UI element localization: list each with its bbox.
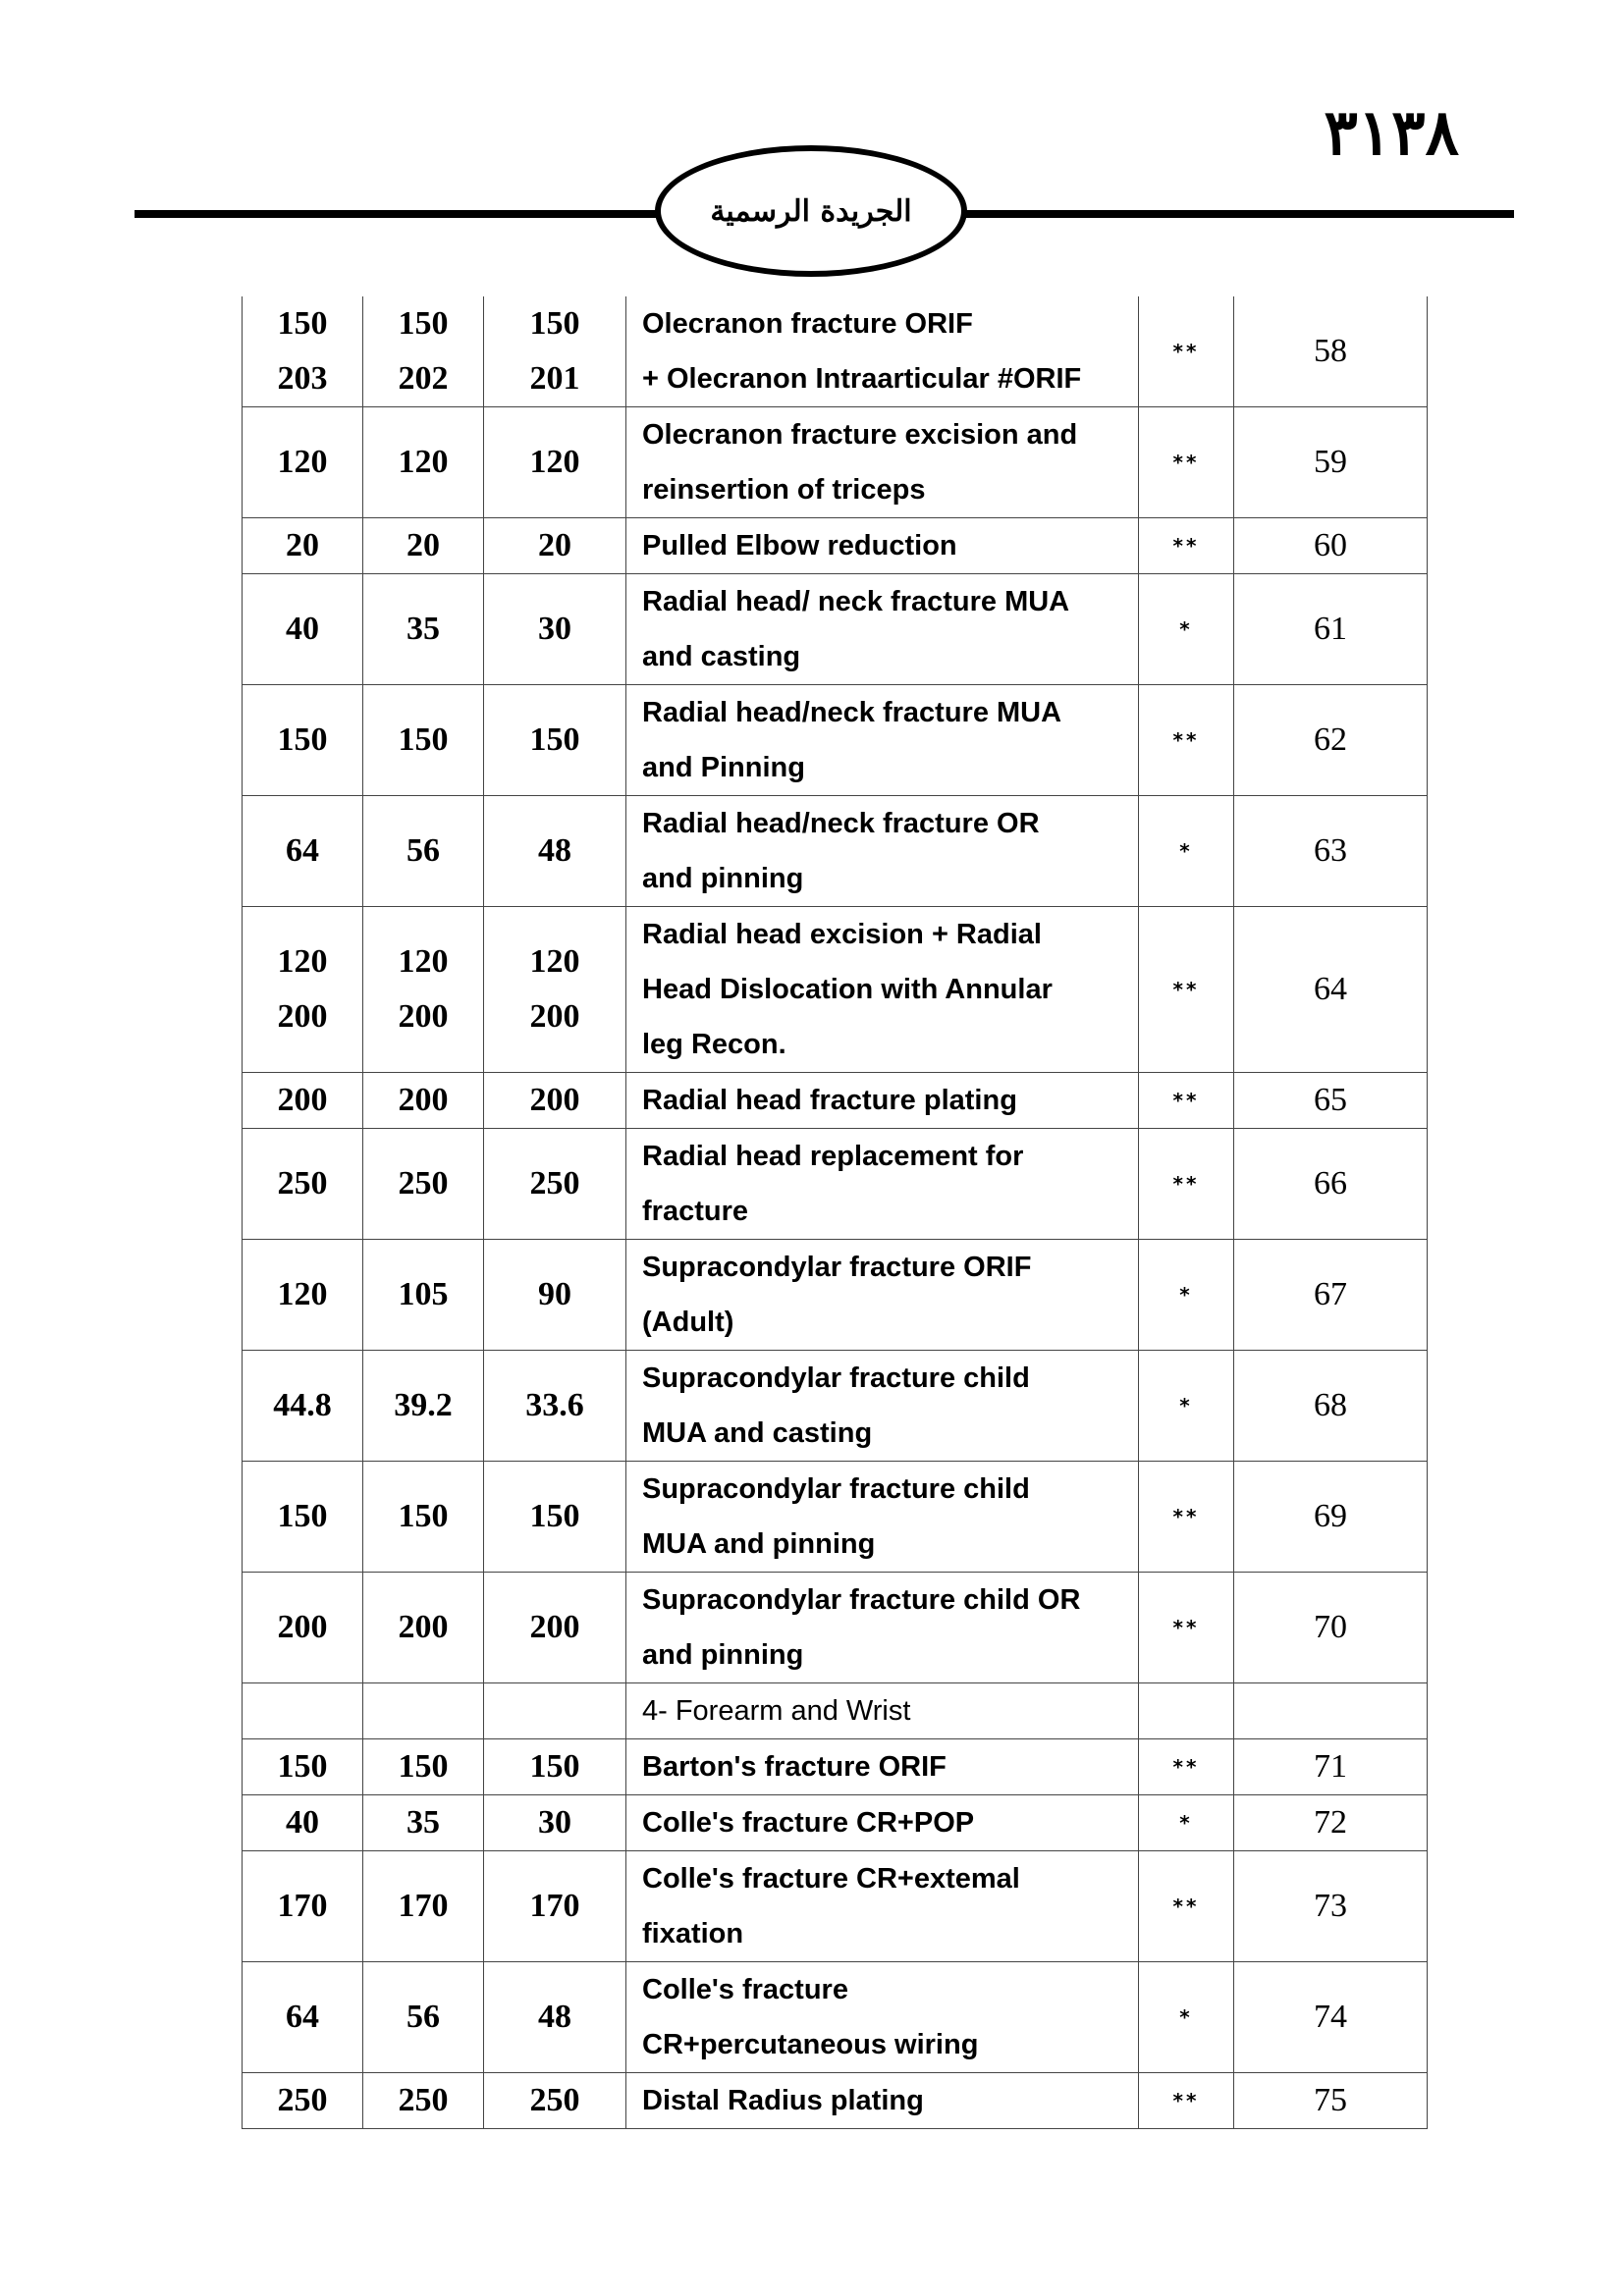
table-row: [243, 574, 1428, 685]
page-number: ٣١٣٨: [1324, 96, 1459, 170]
category-marker: [1139, 1683, 1234, 1739]
fee-col-2: [363, 1073, 484, 1129]
fee-col-3-text: 150: [529, 305, 580, 342]
item-number: [1234, 2073, 1428, 2129]
fee-col-2: [363, 574, 484, 685]
category-marker: [1139, 1240, 1234, 1351]
fee-col-1: [243, 685, 363, 796]
procedure-description: [626, 1573, 1139, 1683]
fee-col-1: [243, 1683, 363, 1739]
table-row: [243, 796, 1428, 907]
item-number-text: 66: [1314, 1165, 1347, 1201]
fee-col-3-text: 200: [529, 1082, 580, 1118]
procedure-description-text: Supracondylar fracture ORIF: [642, 1252, 1032, 1283]
fee-col-3: [484, 2073, 626, 2129]
fee-col-3-text: 150: [529, 1498, 580, 1534]
fee-col-3-text: 120: [529, 943, 580, 980]
gazette-title: الجريدة الرسمية: [710, 193, 912, 229]
item-number-text: 70: [1314, 1609, 1347, 1645]
item-number: [1234, 796, 1428, 907]
table-row: [243, 1240, 1428, 1351]
fee-col-2: [363, 1851, 484, 1962]
fee-col-3: [484, 1683, 626, 1739]
procedure-description-text: Olecranon fracture ORIF: [642, 308, 973, 340]
fee-col-2-text: 170: [398, 1888, 449, 1924]
fee-col-3-text: 30: [538, 611, 571, 647]
category-marker-text: *: [1179, 839, 1193, 863]
item-number-text: 60: [1314, 527, 1347, 563]
procedure-description-text: Pulled Elbow reduction: [642, 530, 957, 561]
procedure-description-text: and casting: [642, 641, 801, 672]
category-marker: [1139, 1851, 1234, 1962]
procedure-description-text: MUA and casting: [642, 1417, 873, 1449]
category-marker: [1139, 2073, 1234, 2129]
fee-col-1-text: 200: [277, 1082, 328, 1118]
procedure-description-text: Colle's fracture CR+extemal: [642, 1863, 1020, 1895]
item-number: [1234, 1683, 1428, 1739]
item-number: [1234, 296, 1428, 407]
category-marker-text: *: [1179, 1394, 1193, 1417]
fee-col-2-text: 250: [398, 1165, 449, 1201]
fee-col-2-text: 35: [406, 1804, 440, 1841]
category-marker: [1139, 1462, 1234, 1573]
fee-col-2: [363, 685, 484, 796]
category-marker: [1139, 1962, 1234, 2073]
procedure-description: [626, 796, 1139, 907]
fee-col-1: [243, 518, 363, 574]
fee-col-3: [484, 1073, 626, 1129]
category-marker-text: **: [1172, 1172, 1200, 1196]
item-number: [1234, 1962, 1428, 2073]
fee-col-2: [363, 518, 484, 574]
item-number-text: 63: [1314, 832, 1347, 869]
category-marker: [1139, 1073, 1234, 1129]
item-number: [1234, 1573, 1428, 1683]
item-number-text: 74: [1314, 1999, 1347, 2035]
fee-col-3: [484, 1351, 626, 1462]
fee-col-3: [484, 407, 626, 518]
item-number-text: 65: [1314, 1082, 1347, 1118]
fee-col-1-text: 250: [277, 1165, 328, 1201]
fee-col-1-text: 150: [277, 1748, 328, 1785]
procedure-description-text: (Adult): [642, 1307, 734, 1338]
fee-col-1: [243, 907, 363, 1073]
fee-col-2: [363, 1240, 484, 1351]
fee-col-1: [243, 1351, 363, 1462]
item-number: [1234, 407, 1428, 518]
fee-col-2-text: 200: [398, 998, 449, 1035]
procedure-description-text: Distal Radius plating: [642, 2085, 924, 2116]
fee-col-2: [363, 907, 484, 1073]
fee-col-3: [484, 685, 626, 796]
fee-col-1: [243, 407, 363, 518]
category-marker: [1139, 1129, 1234, 1240]
fee-col-3: [484, 796, 626, 907]
procedure-description: [626, 1073, 1139, 1129]
procedure-description-text: Olecranon fracture excision and: [642, 419, 1078, 451]
fee-col-2-text: 39.2: [394, 1387, 453, 1423]
procedure-description: [626, 1683, 1139, 1739]
procedure-description-text: leg Recon.: [642, 1029, 786, 1060]
fee-col-2-text: 150: [398, 721, 449, 758]
procedure-description-text: Supracondylar fracture child: [642, 1362, 1030, 1394]
procedure-description-text: Head Dislocation with Annular: [642, 974, 1053, 1005]
table-row: [243, 1573, 1428, 1683]
fee-col-2: [363, 1129, 484, 1240]
fee-col-2: [363, 1962, 484, 2073]
table-row: [243, 296, 1428, 407]
fee-col-1-text: 250: [277, 2082, 328, 2118]
procedure-description-text: Radial head/ neck fracture MUA: [642, 586, 1070, 617]
item-number-text: 73: [1314, 1888, 1347, 1924]
gazette-title-badge: [655, 145, 967, 277]
fee-col-1-text: 120: [277, 943, 328, 980]
category-marker-text: **: [1172, 340, 1200, 363]
fee-col-1: [243, 296, 363, 407]
fee-col-3: [484, 1851, 626, 1962]
category-marker: [1139, 685, 1234, 796]
item-number: [1234, 1073, 1428, 1129]
item-number: [1234, 574, 1428, 685]
fee-col-2-text: 20: [406, 527, 440, 563]
fee-col-1: [243, 1851, 363, 1962]
item-number: [1234, 685, 1428, 796]
fee-col-2-text: 120: [398, 444, 449, 480]
fee-table: [242, 296, 1428, 2129]
fee-col-2: [363, 296, 484, 407]
category-marker-text: **: [1172, 1895, 1200, 1918]
fee-col-3-text: 200: [529, 998, 580, 1035]
item-number: [1234, 1351, 1428, 1462]
item-number: [1234, 1739, 1428, 1795]
table-row: [243, 1073, 1428, 1129]
item-number-text: 64: [1314, 971, 1347, 1007]
fee-col-2-text: 202: [398, 360, 449, 397]
item-number-text: 72: [1314, 1804, 1347, 1841]
table-row: [243, 1962, 1428, 2073]
procedure-description: [626, 407, 1139, 518]
category-marker-text: **: [1172, 534, 1200, 558]
fee-col-1: [243, 1073, 363, 1129]
procedure-description: [626, 685, 1139, 796]
fee-col-2-text: 250: [398, 2082, 449, 2118]
fee-col-2-text: 200: [398, 1082, 449, 1118]
fee-col-3-text: 20: [538, 527, 571, 563]
fee-col-1-text: 150: [277, 721, 328, 758]
fee-col-3: [484, 296, 626, 407]
fee-col-3: [484, 1240, 626, 1351]
procedure-description-text: MUA and pinning: [642, 1528, 876, 1560]
item-number: [1234, 1129, 1428, 1240]
table-row: [243, 1462, 1428, 1573]
procedure-description-text: fixation: [642, 1918, 744, 1949]
fee-col-2: [363, 1573, 484, 1683]
category-marker: [1139, 296, 1234, 407]
item-number: [1234, 1240, 1428, 1351]
fee-col-1: [243, 796, 363, 907]
procedure-description-text: Colle's fracture: [642, 1974, 848, 2005]
procedure-description-text: and pinning: [642, 1639, 804, 1671]
fee-col-3-text: 201: [529, 360, 580, 397]
fee-col-2-text: 200: [398, 1609, 449, 1645]
category-marker-text: **: [1172, 978, 1200, 1001]
item-number-text: 68: [1314, 1387, 1347, 1423]
procedure-description-text: + Olecranon Intraarticular #ORIF: [642, 363, 1082, 395]
item-number: [1234, 518, 1428, 574]
fee-col-3: [484, 518, 626, 574]
procedure-description: [626, 296, 1139, 407]
fee-col-3-text: 120: [529, 444, 580, 480]
fee-col-1: [243, 1129, 363, 1240]
category-marker-text: **: [1172, 1505, 1200, 1528]
fee-col-1-text: 203: [277, 360, 328, 397]
procedure-description: [626, 907, 1139, 1073]
fee-col-1: [243, 1739, 363, 1795]
fee-col-1: [243, 1573, 363, 1683]
fee-col-2-text: 105: [398, 1276, 449, 1312]
fee-col-2-text: 150: [398, 1748, 449, 1785]
fee-col-1-text: 64: [286, 832, 319, 869]
fee-col-1-text: 44.8: [273, 1387, 332, 1423]
procedure-description-text: Barton's fracture ORIF: [642, 1751, 947, 1783]
fee-col-2: [363, 1462, 484, 1573]
table-row: [243, 685, 1428, 796]
fee-col-2: [363, 407, 484, 518]
item-number: [1234, 1795, 1428, 1851]
procedure-description-text: and Pinning: [642, 752, 805, 783]
procedure-description-text: Supracondylar fracture child OR: [642, 1584, 1081, 1616]
fee-col-3: [484, 1795, 626, 1851]
fee-col-1: [243, 1962, 363, 2073]
procedure-description-text: Radial head fracture plating: [642, 1085, 1017, 1116]
procedure-description: [626, 1240, 1139, 1351]
procedure-description: [626, 1129, 1139, 1240]
fee-col-1-text: 64: [286, 1999, 319, 2035]
procedure-description: [626, 574, 1139, 685]
table-row: [243, 2073, 1428, 2129]
procedure-description-text: Radial head replacement for: [642, 1141, 1024, 1172]
fee-col-1: [243, 1462, 363, 1573]
procedure-description: [626, 1962, 1139, 2073]
fee-col-3: [484, 907, 626, 1073]
category-marker: [1139, 1351, 1234, 1462]
fee-col-1-text: 20: [286, 527, 319, 563]
table-row: [243, 1739, 1428, 1795]
category-marker: [1139, 796, 1234, 907]
item-number-text: 59: [1314, 444, 1347, 480]
fee-col-2-text: 150: [398, 1498, 449, 1534]
procedure-description: [626, 1739, 1139, 1795]
fee-col-3-text: 33.6: [525, 1387, 584, 1423]
category-marker-text: **: [1172, 1089, 1200, 1112]
fee-col-1-text: 150: [277, 1498, 328, 1534]
fee-col-3-text: 150: [529, 1748, 580, 1785]
fee-col-1: [243, 1795, 363, 1851]
table-row: [243, 518, 1428, 574]
procedure-description-text: CR+percutaneous wiring: [642, 2029, 979, 2060]
category-marker-text: *: [1179, 2005, 1193, 2029]
fee-col-3-text: 48: [538, 1999, 571, 2035]
item-number-text: 58: [1314, 333, 1347, 369]
category-marker: [1139, 1795, 1234, 1851]
fee-col-2-text: 35: [406, 611, 440, 647]
procedure-description-text: Radial head/neck fracture MUA: [642, 697, 1062, 728]
fee-col-2-text: 56: [406, 832, 440, 869]
table-row: [243, 907, 1428, 1073]
item-number-text: 71: [1314, 1748, 1347, 1785]
table-row: [243, 1795, 1428, 1851]
fee-col-2: [363, 1683, 484, 1739]
fee-col-1-text: 170: [277, 1888, 328, 1924]
category-marker-text: *: [1179, 617, 1193, 641]
procedure-description: [626, 2073, 1139, 2129]
category-marker: [1139, 907, 1234, 1073]
fee-col-1-text: 40: [286, 1804, 319, 1841]
fee-col-2: [363, 1739, 484, 1795]
category-marker: [1139, 518, 1234, 574]
category-marker-text: *: [1179, 1283, 1193, 1307]
procedure-description: [626, 518, 1139, 574]
category-marker-text: **: [1172, 1616, 1200, 1639]
procedure-description-text: Radial head/neck fracture OR: [642, 808, 1040, 839]
fee-col-1-text: 40: [286, 611, 319, 647]
fee-col-3: [484, 1462, 626, 1573]
fee-col-3-text: 150: [529, 721, 580, 758]
fee-col-2-text: 120: [398, 943, 449, 980]
procedure-description-text: Supracondylar fracture child: [642, 1473, 1030, 1505]
table-row: [243, 1129, 1428, 1240]
category-marker: [1139, 407, 1234, 518]
fee-col-2: [363, 2073, 484, 2129]
fee-col-2-text: 150: [398, 305, 449, 342]
procedure-description: [626, 1795, 1139, 1851]
procedure-description: [626, 1351, 1139, 1462]
item-number-text: 75: [1314, 2082, 1347, 2118]
procedure-description-text: fracture: [642, 1196, 748, 1227]
category-marker: [1139, 1573, 1234, 1683]
item-number-text: 67: [1314, 1276, 1347, 1312]
fee-col-3: [484, 1573, 626, 1683]
category-marker-text: **: [1172, 1755, 1200, 1779]
fee-col-3: [484, 574, 626, 685]
table-row: [243, 1851, 1428, 1962]
item-number: [1234, 1851, 1428, 1962]
fee-col-2: [363, 796, 484, 907]
procedure-description-text: reinsertion of triceps: [642, 474, 926, 506]
fee-col-2: [363, 1795, 484, 1851]
item-number-text: 69: [1314, 1498, 1347, 1534]
category-marker-text: **: [1172, 728, 1200, 752]
fee-col-1-text: 120: [277, 1276, 328, 1312]
table-row: [243, 407, 1428, 518]
fee-col-3-text: 170: [529, 1888, 580, 1924]
item-number: [1234, 907, 1428, 1073]
item-number: [1234, 1462, 1428, 1573]
category-marker-text: **: [1172, 2089, 1200, 2112]
fee-col-2: [363, 1351, 484, 1462]
fee-col-1: [243, 574, 363, 685]
fee-col-1: [243, 1240, 363, 1351]
procedure-description: [626, 1462, 1139, 1573]
fee-col-3: [484, 1129, 626, 1240]
fee-col-3: [484, 1739, 626, 1795]
procedure-description: [626, 1851, 1139, 1962]
category-marker-text: **: [1172, 451, 1200, 474]
fee-col-3-text: 30: [538, 1804, 571, 1841]
procedure-description-text: and pinning: [642, 863, 804, 894]
category-marker: [1139, 574, 1234, 685]
procedure-description-text: Colle's fracture CR+POP: [642, 1807, 975, 1839]
category-marker: [1139, 1739, 1234, 1795]
procedure-description-text: 4- Forearm and Wrist: [642, 1695, 911, 1727]
category-marker-text: *: [1179, 1811, 1193, 1835]
item-number-text: 61: [1314, 611, 1347, 647]
fee-col-1-text: 200: [277, 1609, 328, 1645]
fee-col-3-text: 48: [538, 832, 571, 869]
table-row: [243, 1683, 1428, 1739]
fee-col-3-text: 90: [538, 1276, 571, 1312]
fee-col-1: [243, 2073, 363, 2129]
table-row: [243, 1351, 1428, 1462]
fee-col-1-text: 150: [277, 305, 328, 342]
fee-col-2-text: 56: [406, 1999, 440, 2035]
fee-col-3-text: 250: [529, 1165, 580, 1201]
fee-col-3-text: 250: [529, 2082, 580, 2118]
fee-col-3: [484, 1962, 626, 2073]
fee-col-1-text: 120: [277, 444, 328, 480]
procedure-description-text: Radial head excision + Radial: [642, 919, 1042, 950]
fee-col-3-text: 200: [529, 1609, 580, 1645]
item-number-text: 62: [1314, 721, 1347, 758]
fee-col-1-text: 200: [277, 998, 328, 1035]
